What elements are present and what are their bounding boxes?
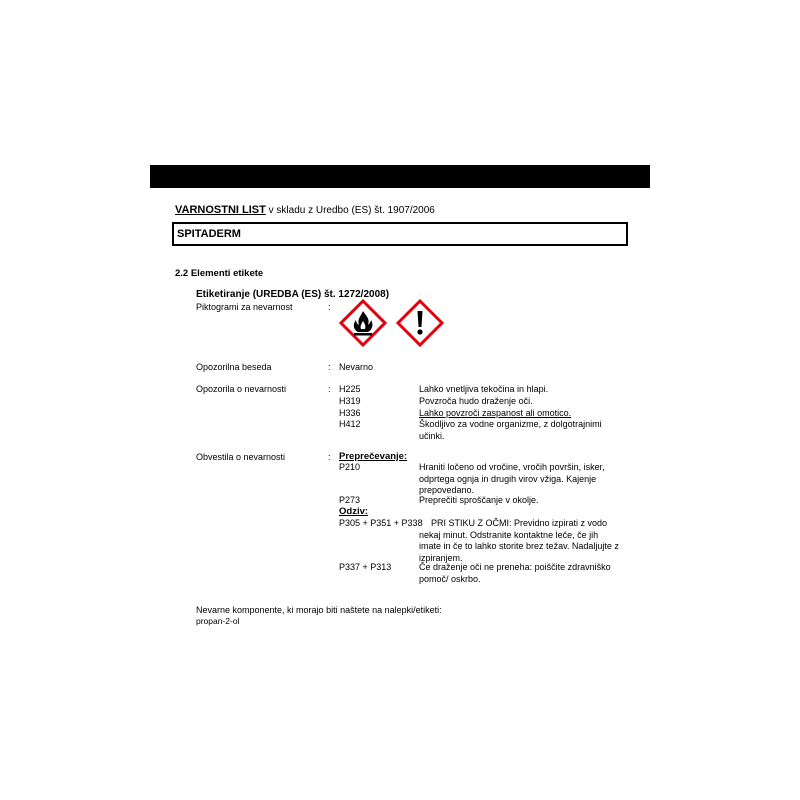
hazard-code: H319 xyxy=(339,396,361,406)
precautionary-statements-label: Obvestila o nevarnosti xyxy=(196,452,286,462)
colon: : xyxy=(328,452,331,462)
section-title: 2.2 Elementi etikete xyxy=(175,268,264,279)
precaution-text: Preprečiti sproščanje v okolje. xyxy=(419,495,539,505)
prevention-heading: Preprečevanje: xyxy=(339,451,408,462)
precaution-code: P273 xyxy=(339,495,361,505)
hazard-code: H336 xyxy=(339,408,361,418)
hazard-text: Povzroča hudo draženje oči. xyxy=(419,396,533,406)
components-label: Nevarne komponente, ki morajo biti naštete na nalepki/etiketi: xyxy=(196,605,442,615)
section-subtitle: Etiketiranje (UREDBA (ES) št. 1272/2008) xyxy=(196,289,390,300)
precaution-code: P337 + P313 xyxy=(339,562,392,572)
hazard-text: Lahko vnetljiva tekočina in hlapi. xyxy=(419,384,549,394)
signal-word-value: Nevarno xyxy=(339,362,374,372)
product-name: SPITADERM xyxy=(177,228,241,240)
document-title: VARNOSTNI LIST xyxy=(175,204,266,216)
colon: : xyxy=(328,384,331,394)
hazard-statements-label: Opozorila o nevarnosti xyxy=(196,384,287,394)
header-bar xyxy=(150,165,650,188)
hazard-code: H225 xyxy=(339,384,361,394)
exclamation-pictogram-icon xyxy=(396,299,444,347)
colon: : xyxy=(328,362,331,372)
product-name-box xyxy=(172,222,628,246)
flame-pictogram-icon xyxy=(339,299,387,347)
response-heading: Odziv: xyxy=(339,506,369,517)
precaution-text: Če draženje oči ne preneha: poiščite zdravniško pomoč/ oskrbo. xyxy=(419,562,611,584)
signal-word-label: Opozorilna beseda xyxy=(196,362,272,372)
precaution-code: P305 + P351 + P338 xyxy=(339,518,423,528)
hazard-code: H412 xyxy=(339,419,361,429)
document-header xyxy=(175,204,435,216)
precaution-code: P210 xyxy=(339,462,361,472)
hazard-text: Lahko povzroči zaspanost ali omotico. xyxy=(419,408,572,418)
precaution-text: Hraniti ločeno od vročine, vročih površin, isker, odprtega ognja in drugih virov vžiga. Kajenje prepovedano. xyxy=(419,462,605,495)
document-subtitle: v skladu z Uredbo (ES) št. 1907/2006 xyxy=(268,205,435,216)
pictograms-label: Piktogrami za nevarnost xyxy=(196,302,293,312)
hazard-text: Škodljivo za vodne organizme, z dolgotrajnimi učinki. xyxy=(419,419,602,441)
colon: : xyxy=(328,302,331,312)
precaution-text: PRI STIKU Z OČMI: Previdno izpirati z vodo nekaj minut. Odstranite kontaktne leče, če jih imate in če to lahko storite brez težav. Nadaljujte z izpiranjem. xyxy=(419,518,619,563)
components-value: propan-2-ol xyxy=(196,616,240,626)
